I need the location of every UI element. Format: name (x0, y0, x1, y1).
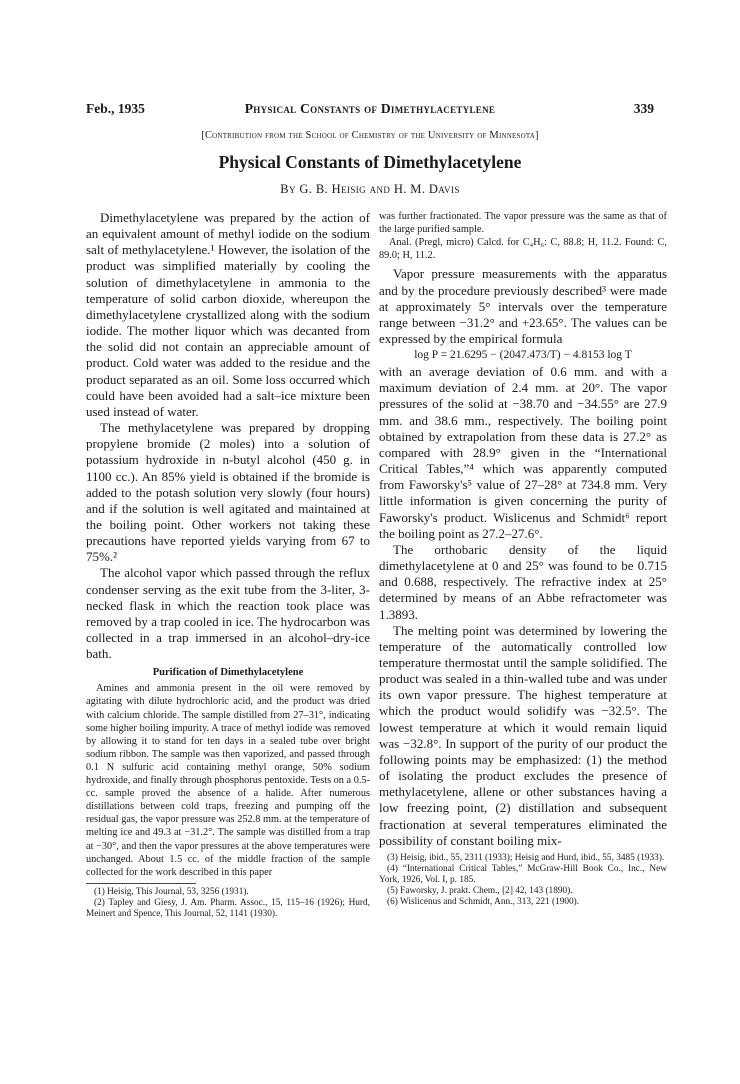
footnote-divider (86, 883, 196, 884)
running-head-title: Physical Constants of Dimethylacetylene (244, 101, 496, 116)
body-paragraph: with an average deviation of 0.6 mm. and with a maximum deviation of 2.4 mm. at 20°. The vapor pressures of the solid at −38.70 and −34.55° are 27.9 mm. and 38.6 mm., respectively. The boiling point obtained by extrapolation from these data is 27.2° as compared with 28.9° given in the “International Critical Tables,”⁴ which was apparently computed from Faworsky's⁵ value of 27–28° at 734.8 mm. Very little information is given concerning the purity of Faworsky's product. Wislicenus and Schmidt⁶ report the boiling point as 27.2–27.6°. (379, 364, 667, 541)
footnote: (2) Tapley and Giesy, J. Am. Pharm. Assoc., 15, 115–16 (1926); Hurd, Meinert and Spence, This Journal, 52, 1141 (1930). (86, 897, 370, 919)
purification-paragraph: Amines and ammonia present in the oil were removed by agitating with dilute hydrochloric acid, and the product was dried with calcium chloride. The sample distilled from 27–31°, indicating some higher boiling impurity. A trace of methyl iodide was removed by allowing it to stand for ten days in a sealed tube over bright sodium ribbon. The sample was then vaporized, and passed through 0.1 N sulfuric acid containing methyl orange, 50% sodium hydroxide, and finally through phosphorus pentoxide. Tests on a 0.5-cc. sample proved the absence of a halide. After numerous distillations between cold traps, freezing and pumping off the residual gas, the vapor pressure was 252.8 mm. at the temperature of melting ice and 49.3 at −31.2°. The sample was distilled from a trap at −30°, and then the vapor pressures at the above temperatures were unchanged. About 1.5 cc. of the middle fraction of the sample collected for the work described in this paper (86, 683, 370, 878)
right-column (379, 210, 667, 908)
body-paragraph: The alcohol vapor which passed through the reflux condenser serving as the exit tube from the 3-liter, 3-necked flask in which the reaction took place was removed by a trap cooled in ice. The hydrocarbon was collected in a trap immersed in an alcohol–dry-ice bath. (86, 565, 370, 662)
article-title: Physical Constants of Dimethylacetylene (218, 152, 522, 172)
left-column (86, 210, 370, 920)
body-paragraph: The melting point was determined by lowering the temperature of the automatically controlled low temperature thermostat until the sample solidified. The product was sealed in a thin-walled tube and was under its own vapor pressure. The highest temperature at which the product would solidify was −32.5°. The lowest temperature at which it would remain liquid was −32.8°. In support of the purity of our product the following points may be emphasized: (1) the method of isolating the product excludes the presence of methylacetylene, allene or other substances having a low freezing point, (2) distillation and subsequent fractionation at several temperatures eliminated the possibility of constant boiling mix- (379, 622, 667, 848)
footnote: (4) “International Critical Tables,” McGraw-Hill Book Co., Inc., New York, 1926, Vol. I, p. 185. (379, 863, 667, 886)
body-paragraph: Dimethylacetylene was prepared by the action of an equivalent amount of methyl iodide on the sodium salt of methylacetylene.¹ However, the isolation of the product was simplified materially by cooling the solution of dimethylacetylene in ammonia to the temperature of solid carbon dioxide, whereupon the dimethylacetylene crystallized along with the sodium iodide. The mother liquor which was decanted from the solid did not contain an appreciable amount of product. Cold water was added to the residue and the product separated as an oil. Some loss occurred which could have been avoided had a salt–ice mixture been used instead of water. (86, 210, 370, 419)
running-head-date: Feb., 1935 (86, 101, 145, 116)
footnote: (5) Faworsky, J. prakt. Chem., [2] 42, 143 (1890). (387, 886, 573, 897)
body-paragraph: Vapor pressure measurements with the apparatus and by the procedure previously described³ were made at approximately 5° intervals over the temperature range between −31.2° and +23.65°. The values can be expressed by the empirical formula (379, 266, 667, 346)
body-paragraph: The orthobaric density of the liquid dimethylacetylene at 0 and 25° was found to be 0.715 and 0.688, respectively. The refractive index at 25° determined by means of an Abbe refractometer was 1.3893. (379, 541, 667, 622)
analysis-line: Anal. (Pregl, micro) Calcd. for C₄H₆: C, 88.8; H, 11.2. Found: C, 89.0; H, 11.2. (379, 237, 667, 262)
byline: By G. B. Heisig and H. M. Davis (280, 182, 460, 196)
footnote: (3) Heisig, ibid., 55, 2311 (1933); Heisig and Hurd, ibid., 55, 3485 (1933). (387, 852, 665, 863)
footnote: (6) Wislicenus and Schmidt, Ann., 313, 221 (1900). (387, 897, 580, 908)
body-paragraph: The methylacetylene was prepared by dropping propylene bromide (2 moles) into a solution of potassium hydroxide in n-butyl alcohol (450 g. in 1100 cc.). An 85% yield is obtained if the bromide is added to the potash solution very slowly (four hours) and if the solution is well agitated and maintained at the boiling point. Other workers not taking these precautions have reported yields varying from 67 to 75%.² (86, 420, 370, 565)
page-number: 339 (633, 101, 654, 116)
continued-paragraph: was further fractionated. The vapor pressure was the same as that of the large purified sample. (379, 211, 667, 236)
vapor-pressure-formula: log P = 21.6295 − (2047.473/T) − 4.8153 log T (414, 349, 632, 362)
section-heading: Purification of Dimethylacetylene (152, 667, 304, 679)
running-head (86, 101, 654, 119)
contribution-line: [Contribution from the School of Chemistry of the University of Minnesota] (201, 130, 539, 141)
footnote: (1) Heisig, This Journal, 53, 3256 (1931). (94, 886, 249, 897)
